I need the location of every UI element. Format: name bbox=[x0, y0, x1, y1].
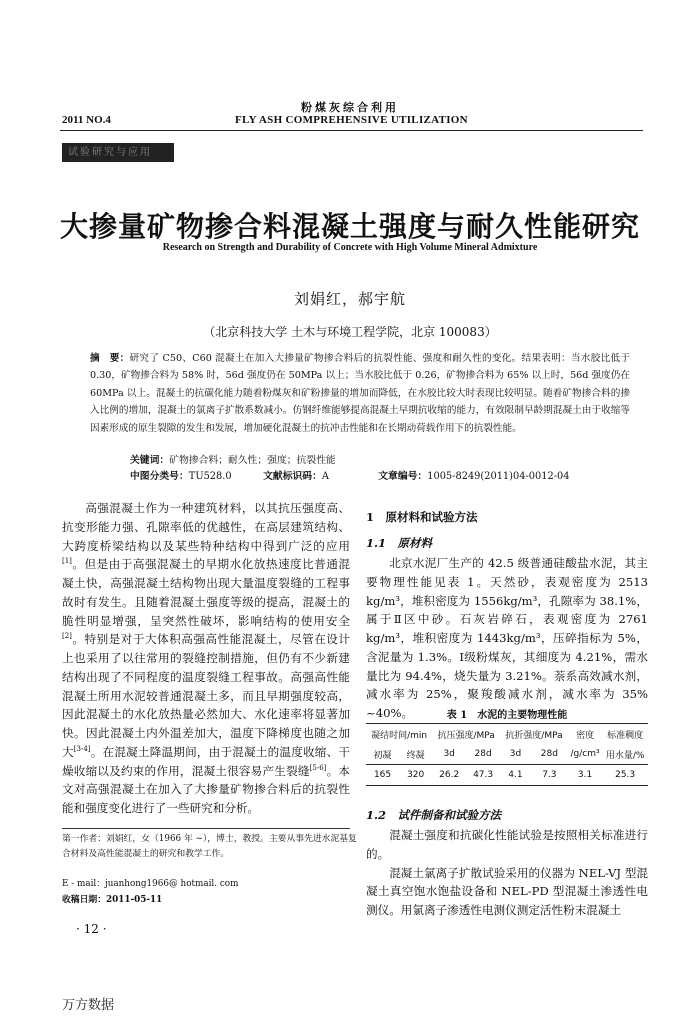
table-cell: 47.3 bbox=[473, 770, 494, 780]
article-subtitle: Research on Strength and Durability of Concrete with High Volume Mineral Admixture bbox=[162, 242, 538, 253]
journal-title-cn: 粉煤灰综合利用 bbox=[301, 101, 399, 114]
table-header: 密度 bbox=[576, 730, 595, 741]
table-cell: 4.1 bbox=[508, 770, 523, 780]
table-cell: 26.2 bbox=[439, 770, 460, 780]
affiliation: （北京科技大学 土木与环境工程学院，北京 100083） bbox=[203, 325, 497, 339]
footnote-date: 收稿日期：2011-05-11 bbox=[62, 895, 163, 905]
table-header: 抗折强度/MPa bbox=[505, 730, 563, 741]
section-heading-1-1: 1.1 原材料 bbox=[366, 536, 433, 550]
authors: 刘娟红，郝宇航 bbox=[293, 290, 406, 308]
abstract bbox=[90, 350, 630, 437]
citation: [3-4] bbox=[73, 744, 91, 753]
footnote-rule bbox=[62, 828, 350, 829]
materials-text bbox=[366, 554, 648, 723]
methods-paragraph-1: 混凝土强度和抗碳化性能试验是按照相关标准进行的。 bbox=[366, 828, 648, 861]
section-badge-text: 试验研究与应用 bbox=[68, 147, 152, 158]
table-cell: 25.3 bbox=[615, 770, 636, 780]
footnote-author: 第一作者：刘娟红，女（1966 年 ~），博士，教授。主要从事先进水泥基复合材料及高性能混凝土的研究和教学工作。 bbox=[62, 834, 357, 859]
intro-seg: 。特别是对于大体积高强高性能混凝土，尽管在设计上也采用了以往常用的裂缝控制措施，但仍有不少新建结构出现了不同程度的温度裂缝工程事故。高强高性能混凝土所用水泥较普通混凝土多，而且早期强度较高，因此混凝土的水化放热量必然加大、水化速率将显著加快。因此混凝土内外温差加大，温度下降梯度也随之加大 bbox=[62, 632, 350, 759]
doc-label: 文献标识码： bbox=[263, 471, 322, 482]
table-title: 表 1 水泥的主要物理性能 bbox=[446, 710, 568, 721]
materials-paragraph: 北京水泥厂生产的 42.5 级普通硅酸盐水泥，其主要物理性能见表 1。天然砂，表观密度为 2513 kg/m³，堆积密度为 1556kg/m³，孔隙率为 38.1%，属于Ⅱ区中砂。石灰岩碎石，表观密度为 2761 kg/m³，堆积密度为 1443kg/m³，压碎指标为 5%，含泥量为 1.3%。Ⅰ级粉煤灰，其细度为 4.21%，需水量比为 94.4%，烧失量为 3.21%。萘系高效减水剂，减水率为 25%，聚羧酸减水剂，减水率为 35% ~40%。 bbox=[366, 556, 648, 720]
table-subheader: /g/cm³ bbox=[570, 749, 600, 759]
section-heading-1: 1 原材料和试验方法 bbox=[366, 510, 478, 524]
abstract-text: 研究了 C50、C60 混凝土在加入大掺量矿物掺合料后的抗裂性能、强度和耐久性的变化。结果表明：当水胶比低于 0.30，矿物掺合料为 58% 时，56d 强度仍在 50MPa 以上；当水胶比低于 0.26，矿物掺合料为 65% 以上时，56d 强度仍在 60MPa 以上。混凝土的抗碳化能力随着粉煤灰和矿粉掺量的增加而降低，在水胶比较大时表现比较明显。随着矿物掺合料的掺入比例的增加，混凝土的氯离子扩散系数减小。仿钢纤维能够提高混凝土早期抗收缩的能力，有效限制早龄期混凝土由于收缩等因素形成的原生裂隙的发生和发展，增加硬化混凝土的抗冲击性能和在长期动荷载作用下的抗裂性能。 bbox=[90, 353, 631, 434]
artno-value: 1005-8249(2011)04-0012-04 bbox=[427, 471, 570, 482]
table-subheader: 3d bbox=[443, 749, 455, 759]
table-cell: 3.1 bbox=[577, 770, 593, 780]
classification-line bbox=[130, 468, 650, 482]
article-title: 大掺量矿物掺合料混凝土强度与耐久性能研究 bbox=[59, 210, 640, 243]
table-cell: 320 bbox=[407, 770, 425, 780]
intro-seg: 。在混凝土降温期间，由于混凝土的温度收缩、干燥收缩以及约束的作用，混凝土很容易产生裂缝 bbox=[62, 744, 350, 778]
table-header: 抗压强度/MPa bbox=[437, 730, 495, 741]
table-header: 标准稠度 bbox=[607, 730, 644, 741]
page-number: · 12 · bbox=[76, 922, 107, 936]
citation: [5-6] bbox=[309, 763, 327, 772]
table-subheader: 用水量/% bbox=[605, 750, 645, 761]
footnote-email: E - mail：juanhong1966@ hotmail. com bbox=[62, 879, 239, 889]
header-rule bbox=[60, 130, 643, 131]
artno-label: 文章编号： bbox=[378, 471, 428, 482]
clc-label: 中图分类号： bbox=[130, 471, 189, 482]
methods-text bbox=[366, 826, 648, 920]
table-cell: 7.3 bbox=[542, 770, 557, 780]
cement-properties-table bbox=[366, 723, 648, 786]
doc-value: A bbox=[321, 471, 329, 482]
journal-title-en: FLY ASH COMPREHENSIVE UTILIZATION bbox=[235, 114, 468, 126]
table-cell: 165 bbox=[373, 770, 392, 780]
table-subheader: 初凝 bbox=[373, 750, 392, 761]
section-heading-1-2: 1.2 试件制备和试验方法 bbox=[366, 808, 502, 822]
section-badge bbox=[62, 143, 174, 162]
table-subheader: 3d bbox=[509, 749, 522, 759]
table-subheader: 28d bbox=[540, 749, 558, 759]
table-subheader: 28d bbox=[474, 749, 492, 759]
keywords-label: 关键词： bbox=[130, 455, 170, 466]
issue-label: 2011 NO.4 bbox=[62, 114, 111, 126]
intro-paragraph bbox=[62, 499, 350, 818]
citation: [1] bbox=[62, 557, 72, 566]
table-subheader: 终凝 bbox=[406, 750, 425, 761]
keywords bbox=[130, 452, 336, 466]
intro-seg: 。但是由于高强混凝土的早期水化放热速度比普通混凝土快，高强混凝土结构物出现大量温度裂缝的工程事故时有发生。且随着混凝土强度等级的提高，混凝土的脆性明显增强，呈突然性破坏，影响结构的使用安全 bbox=[62, 557, 350, 628]
clc-value: TU528.0 bbox=[188, 471, 232, 482]
methods-paragraph-2: 混凝土氯离子扩散试验采用的仪器为 NEL-VJ 型混凝土真空饱水饱盐设备和 NEL-PD 型混凝土渗透性电测仪。用氯离子渗透性电测仪测定活性粉末混凝土 bbox=[366, 865, 648, 917]
intro-column bbox=[62, 499, 350, 818]
citation: [2] bbox=[62, 632, 72, 641]
abstract-label: 摘 要： bbox=[90, 353, 130, 364]
intro-seg: 。本文对高强混凝土在加入了大掺量矿物掺合料后的抗裂性能和强度变化进行了一些研究和分析。 bbox=[62, 763, 350, 815]
table-header: 凝结时间/min bbox=[371, 730, 428, 741]
keywords-text: 矿物掺合料；耐久性；强度；抗裂性能 bbox=[169, 455, 336, 466]
watermark: 万方数据 bbox=[62, 998, 115, 1013]
intro-seg: 高强混凝土作为一种建筑材料，以其抗压强度高、抗变形能力强、孔隙率低的优越性，在高层建筑结构、大跨度桥梁结构以及某些特种结构中得到广泛的应用 bbox=[62, 501, 350, 553]
